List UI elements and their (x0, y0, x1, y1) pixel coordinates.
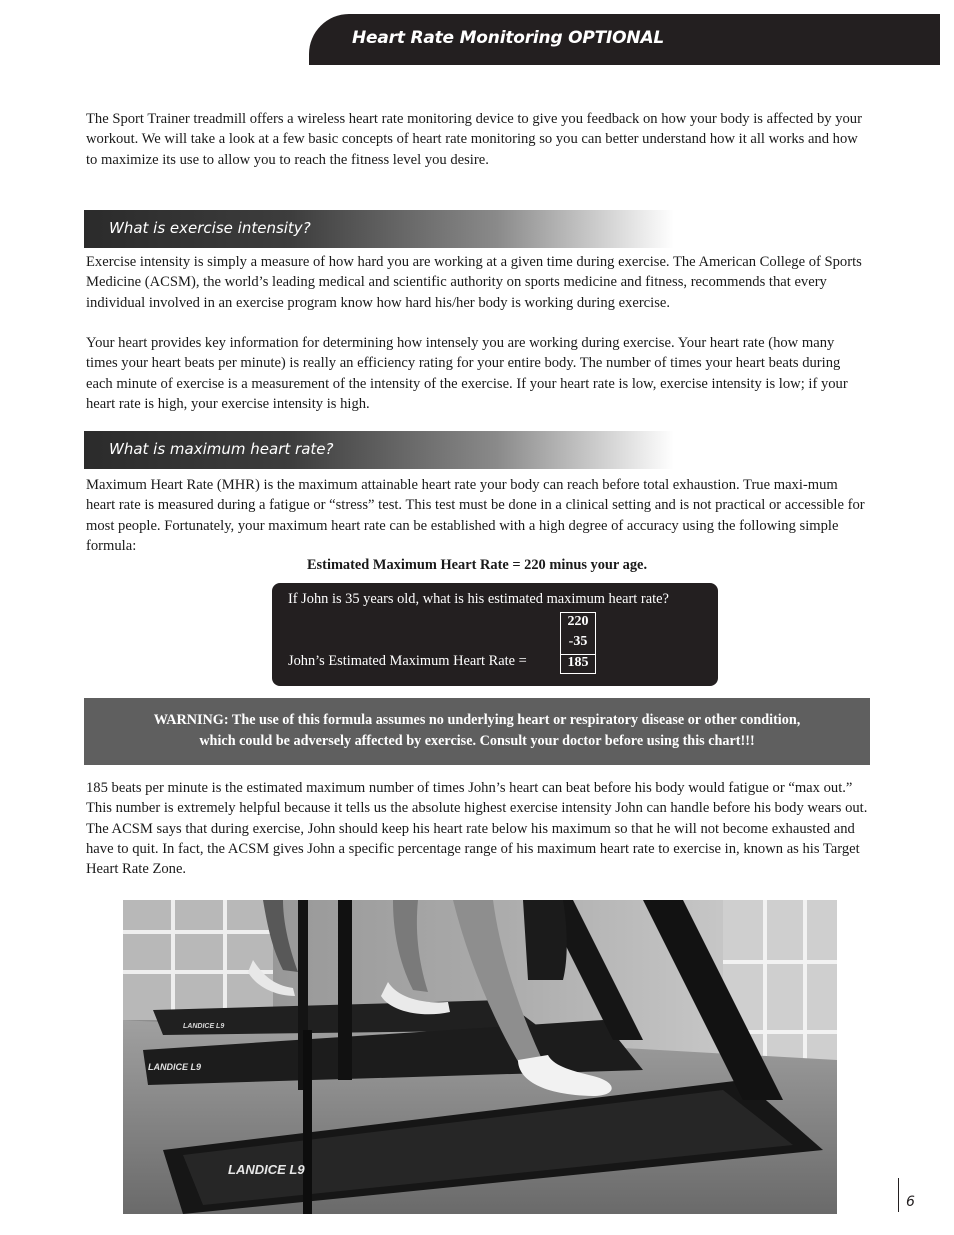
warning-line-1: WARNING: The use of this formula assumes no underlying heart or respiratory disease or other condition, (153, 712, 801, 728)
calc-line-220: 220 (567, 614, 589, 629)
treadmill-photo (123, 900, 837, 1214)
example-box (272, 583, 718, 686)
section-heading-max-heart-rate: What is maximum heart rate? (109, 440, 334, 458)
calc-line-minus-35: -35 (568, 634, 588, 649)
brand-label: LANDICE L9 (228, 1162, 305, 1177)
page-number: 6 (906, 1194, 915, 1210)
page-number-divider (898, 1178, 899, 1212)
formula-line: Estimated Maximum Heart Rate = 220 minus your age. (306, 557, 648, 573)
page-title: Heart Rate Monitoring OPTIONAL (352, 28, 665, 48)
header-bar (309, 14, 940, 65)
warning-line-2: which could be adversely affected by exercise. Consult your doctor before using this chart!!! (199, 732, 755, 749)
treadmill-photo-illustration (123, 900, 837, 1214)
section-heading-bar (84, 210, 674, 248)
max-heart-rate-paragraph: Maximum Heart Rate (MHR) is the maximum attainable heart rate your body can reach before total exhaustion. True maxi-mum heart rate is measured during a fatigue or “stress” test. This test must be done in a clinical setting and is not practical or accessible for most people. Fortunately, your maximum heart rate can be established with a high degree of accuracy using the following simple formula: (86, 477, 865, 554)
section-heading-exercise-intensity: What is exercise intensity? (109, 219, 311, 237)
exercise-intensity-paragraph: Exercise intensity is simply a measure of how hard you are working at a given time during exercise. The American College of Sports Medicine (ACSM), the world’s leading medical and scientific authority on sports medicine and fitness, recommends that every individual involved in an exercise program know how hard his/her body is working during exercise. (86, 254, 862, 311)
calc-result: 185 (567, 655, 589, 670)
example-question: If John is 35 years old, what is his estimated maximum heart rate? (288, 591, 669, 607)
brand-label: LANDICE L9 (183, 1023, 225, 1030)
brand-label: LANDICE L9 (148, 1062, 202, 1072)
intro-paragraph: The Sport Trainer treadmill offers a wireless heart rate monitoring device to give you feedback on how your body is affected by your workout. We will take a look at a few basic concepts of heart rate monitoring so you can better understand how it all works and how to maximize its use to allow you to reach the fitness level you desire. (86, 111, 862, 168)
section-heading-bar (84, 431, 674, 469)
calculation-box (560, 612, 596, 674)
example-result-label: John’s Estimated Maximum Heart Rate = (288, 653, 527, 669)
john-max-paragraph: 185 beats per minute is the estimated maximum number of times John’s heart can beat before his body would fatigue or “max out.” This number is extremely helpful because it tells us the absolute highest exercise intensity John can handle before his body wears out. The ACSM says that during exercise, John should keep his heart rate below his maximum so that he will not become exhausted and have to quit. In fact, the ACSM gives John a specific percentage range of his maximum heart rate to exercise in, known as his Target Heart Rate Zone. (86, 780, 868, 878)
warning-box (84, 698, 870, 765)
heart-info-paragraph: Your heart provides key information for determining how intensely you are working during exercise. Your heart rate (how many times your heart beats per minute) is really an efficiency rating for your entire body. The number of times your heart beats during each minute of exercise is a measurement of the intensity of the exercise. If your heart rate is low, exercise intensity is low; if your heart rate is high, your exercise intensity is high. (86, 335, 848, 412)
warning-text (84, 710, 870, 751)
